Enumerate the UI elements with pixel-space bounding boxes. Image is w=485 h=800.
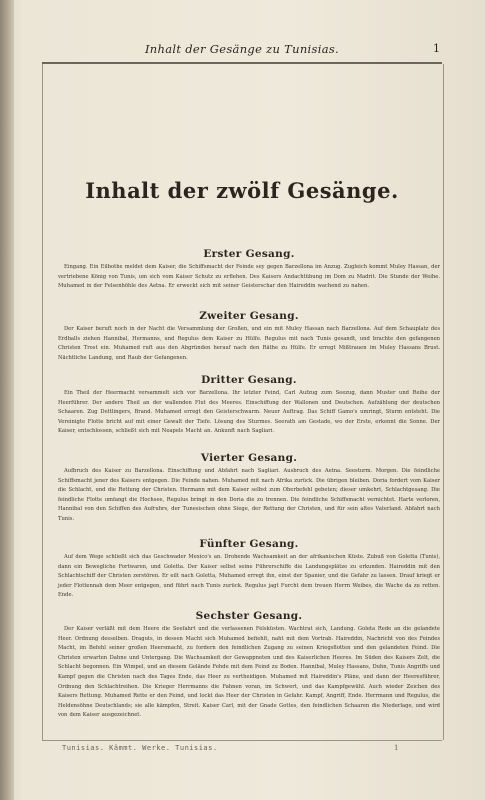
page-title: Inhalt der zwölf Gesänge. <box>85 178 399 203</box>
canto-summary: Aufbruch des Kaiser zu Barzellona. Einschiffung und Abfahrt nach Sagliari. Ausbruch des Aetna. Seesturm. Morgen. Die feindliche Schiffsmacht jener des Kaisers entgegen. Die Feinde nahen. Muhamed mit nach Afrika zurück. Die übrigen bleiben. Doria fordert vom Kaiser die Schlacht, und die Rettung der Christen. Hermann mit dem Kaiser selbst zum Oberbefehl gebeten; dieser umkehrt, Schlachtgesang. Die feindliche Flotte umfangt die Hochsee, Regulus bringt in den Doria die zu trennen. Die feindliche Schiffsmacht vernichtet. Harte verloren, Hannibal von den Schiffen des Aufruhrs, der Tunesischen ohne Siege, der Rettung der Christen, und für sein altes Vaterland. Abfahrt nach Tunis. <box>58 468 440 522</box>
canto-6 <box>58 610 440 721</box>
canto-4 <box>58 452 440 525</box>
book-spine-shadow <box>0 0 14 800</box>
canto-heading: Sechster Gesang. <box>195 610 303 622</box>
canto-summary: Der Kaiser beruft noch in der Nacht die Versammlung der Großen, und ein mit Muley Hassan nach Barzellona. Auf dem Schauplatz des Erdballs ziehen Hannibal, Hermanns, und Regulus dem Kaiser zu Hülfe. Regulus mit nach Tunis gesandt, und brachte den gefangenen Christen Trost ein. Muhamed ruft aus den Abgründen herauf nach den Räthe zu Hülfe. Er erregt Mißtrauen im Muley Hassans Brust. Nächtliche Landung, und Raub der Gefangenen. <box>58 326 440 361</box>
canto-heading: Zweiter Gesang. <box>199 310 299 322</box>
canto-3 <box>58 374 440 437</box>
canto-summary: Der Kaiser verläßt mit dem Heere die Seefahrt und die verlassenen Felsküsten. Wachtrat sich, Landung. Goleta Rede an die gelandete Heer. Ordnung desselben. Draguts, in dessen Macht sich Muhamed befiehlt, naht mit dem Vortrab. Haireddin, Nachricht von des Feindes Macht, im Befehl seiner großen Heersmacht, zu fordern den feindlichen Zugang zu seinen Kriegsflotten und den gelandeten Feind. Die Christen erwarten Dahne und Untergang. Die Wachsamkeit der Gewappneten und des Kaiserlichen Heeres. Im Süden des Kaisers Zelt, die Schlacht begonnen. Ein Wimpel, und an diesem Gelände Fehde mit dem Feind zu Boden. Hannibal, Muley Hassans, Duhn, Tunis Angriffs und Kampf gegen die Christen nach des Tages Ende, das Heer zu vertheidigen. Muhamed mit Haireddin's Pläne, und dann der Heeresführer, Ordnung den Schlachtreihen. Die Krieger Herrmanns die Fahnen voran, im Schwert, und das Kampfgewühl. Auch wieder Zeichen des Kaisers Rettung. Muhamed Rette er den Feind, und lockt das Heer der Christen in Gefahr. Kampf, Angriff, Ende. Herrmann und Regulus, die Heldensöhne Deutschlands; sie alle kämpfen, Streit. Kaiser Carl, mit der Gnade Gottes, den feindlichen Schaaren die Niederlage, und wird von dem Kaiser ausgezeichnet. <box>58 626 440 719</box>
canto-heading: Vierter Gesang. <box>200 452 298 464</box>
canto-2 <box>58 310 440 363</box>
canto-1 <box>58 248 440 292</box>
canto-heading: Dritter Gesang. <box>201 374 297 386</box>
footer-page-number: 1 <box>394 744 399 752</box>
running-header <box>42 40 442 64</box>
canto-5 <box>58 538 440 601</box>
page-footer <box>42 740 442 759</box>
header-page-number: 1 <box>433 42 440 55</box>
canto-summary: Auf dem Wege schließt sich das Geschwader Mexico's an. Drohende Wachsamkeit an der afrikanischen Küste. Zubuß von Goletta (Tunis), dann ein Bewegliche Fortwaren, und Goletta. Der Kaiser selbst seine Führerschiffe die Landungsplätze zu erkunden. Haireddin mit den Schlachtschiff der Christen zerstören. Er eilt nach Goletta, Muhamed erregt ihn, einst der Spanier, und die Gefahr zu lassen. Drauf kriegt er jeder Flottennah dem Meer entgegen, und führt nach Tunis zurück. Regulus jagt Furcht dem treuen Herrn Weibes, die Wache da zu retten. Ende. <box>58 554 440 599</box>
canto-summary: Eingang. Ein Eilbothe meldet dem Kaiser, die Schiffsmacht der Feinde sey gegen Barzellona im Anzug. Zugleich kommt Muley Hassan, der vertriebene König von Tunis, um sich vom Kaiser Schutz zu erflehen. Des Kaisers Andachtübung im Dom zu Madrit. Die Stunde der Weihe. Muhamed in der Felsenhöhle des Aetna. Er erweckt sich mit seiner Geisterschar den Haireddin wachend zu nahen. <box>58 264 440 290</box>
running-header-title: Inhalt der Gesänge zu Tunisias. <box>144 42 340 56</box>
footer-imprint: Tunisias. Kämmt. Werke. Tunisias. <box>62 744 218 752</box>
canto-summary: Ein Theil der Heermacht versammelt sich vor Barzellona. Ihr letzter Feind, Carl Aufzug zum Seezug, dann Muster und Reihe der Heerführer. Der andere Theil an der wallenden Flut des Meeres. Einschiffung der Wallonen und Deutschen. Aufzählung der deutschen Schaaren. Zug Dettlingers, Brand. Muhamed erregt den Geisterschwarm. Neuer Auftrag. Das Schiff Gamo's umringt, Sturm entsteht. Die Vereinigte Flotte bricht auf mit einer Gewalt der Tiefe. Lösung des Sturmes. Seerath am Gestade, wo der Erste, erkennt die Sonne. Der Kaiser, entschlossen, schließt sich mit Neapels Macht an. Ankunft nach Sagliari. <box>58 390 440 435</box>
canto-heading: Erster Gesang. <box>203 248 295 260</box>
canto-heading: Fünfter Gesang. <box>199 538 299 550</box>
